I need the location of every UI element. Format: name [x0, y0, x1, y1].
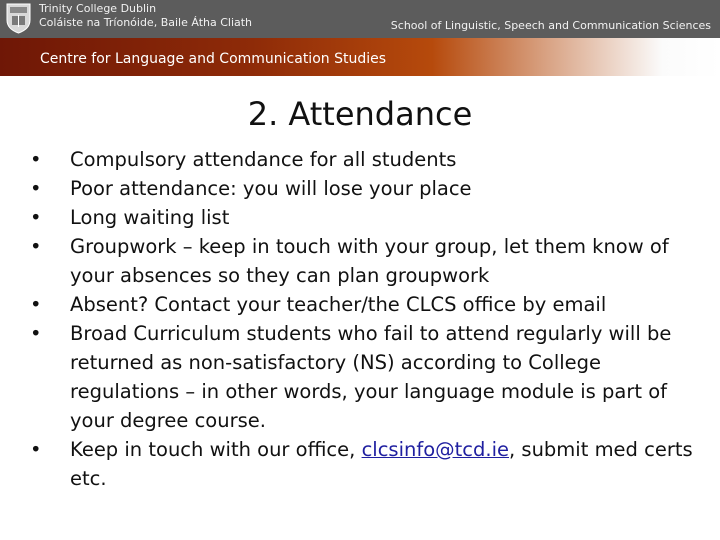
bullet-item: [30, 435, 710, 493]
college-name-english: Trinity College Dublin: [39, 2, 157, 15]
office-email-link[interactable]: clcsinfo@tcd.ie: [361, 438, 510, 461]
bullet-item: [30, 174, 710, 203]
bullet-item: [30, 203, 710, 232]
top-bar: [0, 0, 720, 38]
bullet-text: Compulsory attendance for all students: [70, 148, 457, 171]
bullet-item: [30, 319, 710, 435]
slide-title: 2. Attendance: [247, 95, 473, 133]
bullet-text: Long waiting list: [70, 206, 230, 229]
bullet-text: Poor attendance: you will lose your place: [70, 177, 472, 200]
bullet-text: Broad Curriculum students who fail to attend regularly will be returned as non-satisfactory (NS) according to College regulations – in other words, your language module is part of your degree course.: [70, 322, 672, 432]
bullet-item: [30, 290, 710, 319]
bullet-item: [30, 232, 710, 290]
bullet-list: [30, 145, 710, 493]
school-name: School of Linguistic, Speech and Communication Sciences: [390, 19, 711, 32]
college-crest-icon: [6, 3, 31, 34]
bullet-text: Absent? Contact your teacher/the CLCS office by email: [70, 293, 607, 316]
bullet-text-before-link: Keep in touch with our office,: [70, 438, 362, 461]
bullet-item: [30, 145, 710, 174]
college-name: [39, 2, 252, 30]
bullet-text-after-link: , submit med certs etc.: [70, 438, 693, 490]
bullet-text: Groupwork – keep in touch with your group, let them know of your absences so they can plan groupwork: [70, 235, 669, 287]
centre-name: Centre for Language and Communication Studies: [40, 51, 387, 67]
college-name-irish: Coláiste na Tríonóide, Baile Átha Cliath: [39, 16, 253, 29]
centre-banner: [0, 38, 720, 76]
